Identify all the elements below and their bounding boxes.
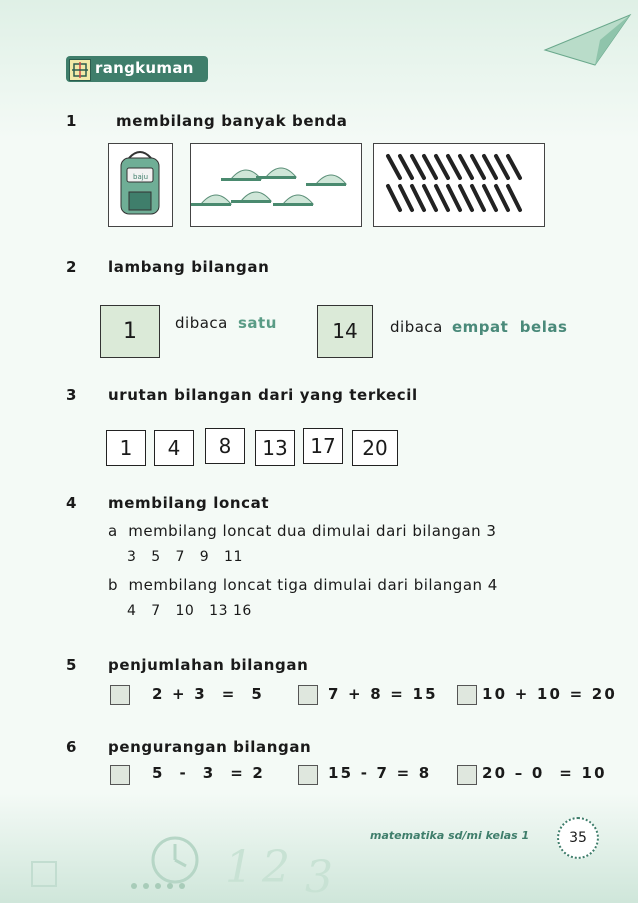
number-box: 14 (317, 305, 373, 358)
answer-box[interactable] (457, 765, 477, 785)
subtraction-equation: 5 - 3 = 2 (152, 764, 266, 782)
addition-equation: 10 + 10 = 20 (482, 685, 618, 703)
read-word: satu (238, 314, 277, 332)
hats-picture-box (190, 143, 362, 227)
pencil-icon (374, 144, 544, 226)
read-prefix: dibaca (175, 314, 228, 332)
sequence-box: 20 (352, 430, 398, 466)
section-title: membilang loncat (108, 494, 270, 512)
pencils-picture-box (373, 143, 545, 227)
number-box: 1 (100, 305, 160, 358)
bag-label: baju (133, 173, 149, 181)
paper-plane-icon (540, 10, 635, 70)
answer-box[interactable] (457, 685, 477, 705)
sequence-box: 13 (255, 430, 295, 466)
section-number: 5 (66, 656, 77, 674)
skip-count-a-values: 3 5 7 9 11 (127, 549, 243, 565)
skip-count-b-values: 4 7 10 13 16 (127, 603, 252, 619)
addition-equation: 2 + 3 = 5 (152, 685, 264, 703)
sequence-box: 1 (106, 430, 146, 466)
badge-label: rangkuman (95, 59, 194, 77)
svg-text:3: 3 (305, 852, 333, 903)
section-title: membilang banyak benda (116, 112, 348, 130)
answer-box[interactable] (298, 685, 318, 705)
svg-text:2: 2 (262, 842, 290, 893)
section-title: pengurangan bilangan (108, 738, 312, 756)
section-number: 4 (66, 494, 77, 512)
addition-equation: 7 + 8 = 15 (328, 685, 438, 703)
section-title: penjumlahan bilangan (108, 656, 309, 674)
skip-count-a-label: a membilang loncat dua dimulai dari bilangan 3 (108, 522, 497, 540)
sequence-box: 17 (303, 428, 343, 464)
section-number: 1 (66, 112, 77, 130)
footer-book-title: matematika sd/mi kelas 1 (370, 829, 530, 842)
subtraction-equation: 20 – 0 = 10 (482, 764, 607, 782)
answer-box[interactable] (110, 765, 130, 785)
read-prefix: dibaca (390, 318, 443, 336)
rangkuman-badge (66, 56, 208, 82)
sequence-box: 8 (205, 428, 245, 464)
sequence-box: 4 (154, 430, 194, 466)
section-title: urutan bilangan dari yang terkecil (108, 386, 418, 404)
section-number: 6 (66, 738, 77, 756)
summary-icon (69, 59, 91, 81)
hat-icon (191, 144, 361, 226)
bag-picture-box (108, 143, 173, 227)
skip-count-b-label: b membilang loncat tiga dimulai dari bilangan 4 (108, 576, 498, 594)
section-number: 2 (66, 258, 77, 276)
backpack-icon (109, 144, 172, 226)
section-title: lambang bilangan (108, 258, 270, 276)
svg-text:1: 1 (225, 842, 253, 893)
clock-icon (0, 800, 360, 903)
answer-box[interactable] (298, 765, 318, 785)
read-word: empat belas (452, 318, 568, 336)
subtraction-equation: 15 - 7 = 8 (328, 764, 432, 782)
section-number: 3 (66, 386, 77, 404)
page-number: 35 (557, 817, 599, 859)
answer-box[interactable] (110, 685, 130, 705)
